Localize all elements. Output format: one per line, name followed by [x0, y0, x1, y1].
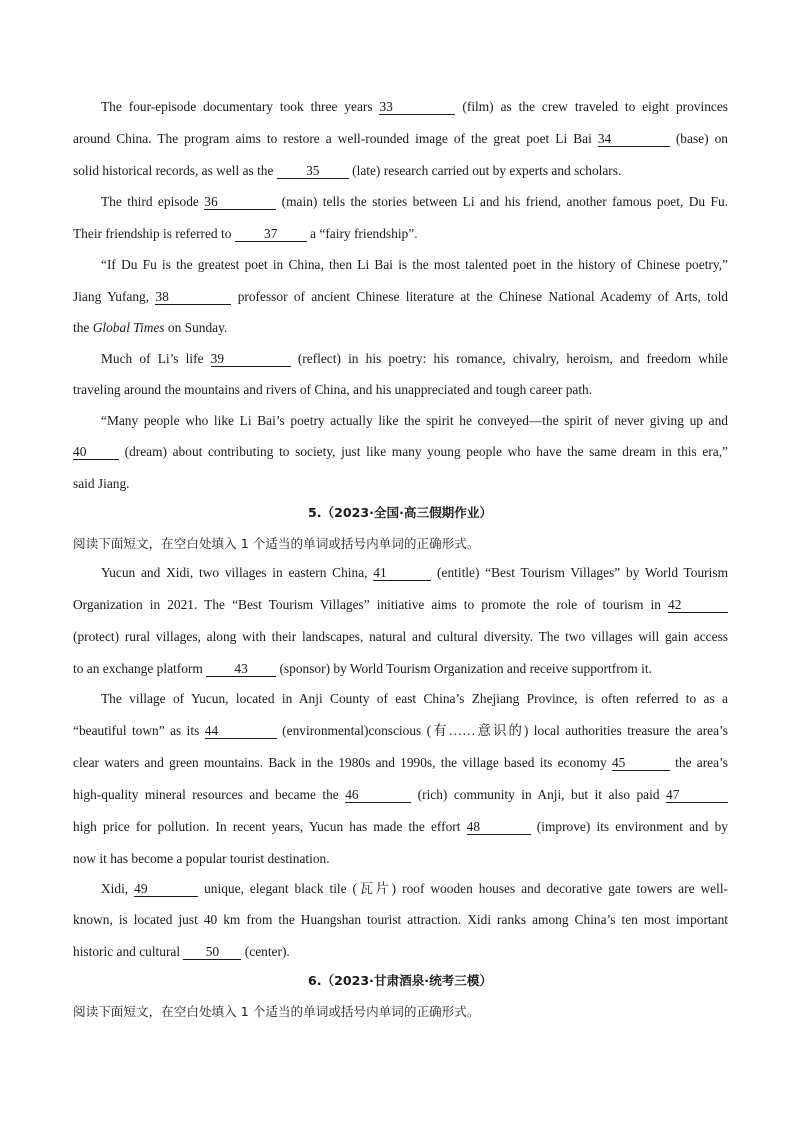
text-line: said Jiang.	[73, 476, 130, 491]
text-line: to an exchange platform 43 (sponsor) by World Tourism Organization and receive supportfrom it.	[73, 661, 652, 676]
text-line: The four-episode documentary took three years 33 (film) as the crew traveled to eight provinces	[101, 99, 728, 114]
text-line: known, is located just 40 km from the Huangshan tourist attraction. Xidi ranks among China’s ten most important	[73, 912, 728, 927]
text-line: Organization in 2021. The “Best Tourism Villages” initiative aims to promote the role of tourism in 42	[73, 596, 728, 614]
text-line: around China. The program aims to restore a well-rounded image of the great poet Li Bai 34 (base) on	[73, 131, 728, 146]
text-line: “If Du Fu is the greatest poet in China, then Li Bai is the most talented poet in the history of Chinese poetry,”	[101, 257, 728, 272]
answer-blank-49[interactable]: 49	[134, 881, 198, 897]
instruction-text: 阅读下面短文，在空白处填入 1 个适当的单词或括号内单词的正确形式。	[73, 1004, 480, 1019]
answer-blank-34[interactable]: 34	[598, 131, 670, 147]
answer-blank-48[interactable]: 48	[467, 819, 531, 835]
instruction-text: 阅读下面短文，在空白处填入 1 个适当的单词或括号内单词的正确形式。	[73, 536, 480, 551]
answer-blank-47[interactable]: 47	[666, 787, 728, 803]
text-line: historic and cultural 50 (center).	[73, 944, 290, 959]
text-line: Their friendship is referred to 37 a “fairy friendship”.	[73, 226, 418, 241]
text-line: Yucun and Xidi, two villages in eastern China, 41 (entitle) “Best Tourism Villages” by World Tourism	[101, 565, 728, 580]
text-line: high price for pollution. In recent years, Yucun has made the effort 48 (improve) its environment and by	[73, 819, 728, 834]
answer-blank-39[interactable]: 39	[211, 351, 291, 367]
text-line: 40 (dream) about contributing to society, just like many young people who have the same dream in this era,”	[73, 444, 728, 459]
text-line: solid historical records, as well as the 35 (late) research carried out by experts and scholars.	[73, 163, 622, 178]
publication-title: Global Times	[92, 320, 165, 335]
text-line: traveling around the mountains and rivers of China, and his unappreciated and tough career path.	[73, 382, 593, 397]
text-line: Much of Li’s life 39 (reflect) in his poetry: his romance, chivalry, heroism, and freedom while	[101, 351, 728, 366]
answer-blank-46[interactable]: 46	[345, 787, 411, 803]
text-line: high-quality mineral resources and became the 46 (rich) community in Anji, but it also paid 47	[73, 786, 728, 804]
answer-blank-42[interactable]: 42	[668, 597, 728, 613]
text-line: The village of Yucun, located in Anji County of east China’s Zhejiang Province, is often referred to as a	[101, 691, 728, 706]
text-line: “Many people who like Li Bai’s poetry actually like the spirit he conveyed—the spirit of never giving up and	[101, 413, 728, 428]
answer-blank-44[interactable]: 44	[205, 723, 277, 739]
answer-blank-38[interactable]: 38	[155, 289, 231, 305]
text-line: clear waters and green mountains. Back in the 1980s and 1990s, the village based its economy 45 the area’s	[73, 755, 728, 770]
answer-blank-43[interactable]: 43	[206, 661, 276, 677]
text-line: the Global Times on Sunday.	[73, 320, 228, 335]
text-line: (protect) rural villages, along with their landscapes, natural and cultural diversity. The two villages will gain access	[73, 629, 728, 644]
answer-blank-35[interactable]: 35	[277, 163, 349, 179]
section-heading-5: 5.（2023·全国·高三假期作业）	[307, 505, 493, 520]
answer-blank-40[interactable]: 40	[73, 444, 119, 460]
text-line: now it has become a popular tourist destination.	[73, 851, 330, 866]
answer-blank-36[interactable]: 36	[204, 194, 276, 210]
section-heading-6: 6.（2023·甘肃酒泉·统考三模）	[307, 973, 493, 988]
answer-blank-50[interactable]: 50	[183, 944, 241, 960]
answer-blank-45[interactable]: 45	[612, 755, 670, 771]
text-line: Xidi, 49 unique, elegant black tile (瓦片) roof wooden houses and decorative gate towers are well-	[101, 881, 728, 896]
answer-blank-41[interactable]: 41	[373, 565, 431, 581]
answer-blank-37[interactable]: 37	[235, 226, 307, 242]
text-line: Jiang Yufang, 38 professor of ancient Chinese literature at the Chinese National Academy of Arts, told	[73, 289, 728, 304]
text-line: The third episode 36 (main) tells the stories between Li and his friend, another famous poet, Du Fu.	[101, 194, 728, 209]
text-line: “beautiful town” as its 44 (environmental)conscious (有……意识的) local authorities treasure the area’s	[73, 723, 728, 738]
answer-blank-33[interactable]: 33	[379, 99, 455, 115]
